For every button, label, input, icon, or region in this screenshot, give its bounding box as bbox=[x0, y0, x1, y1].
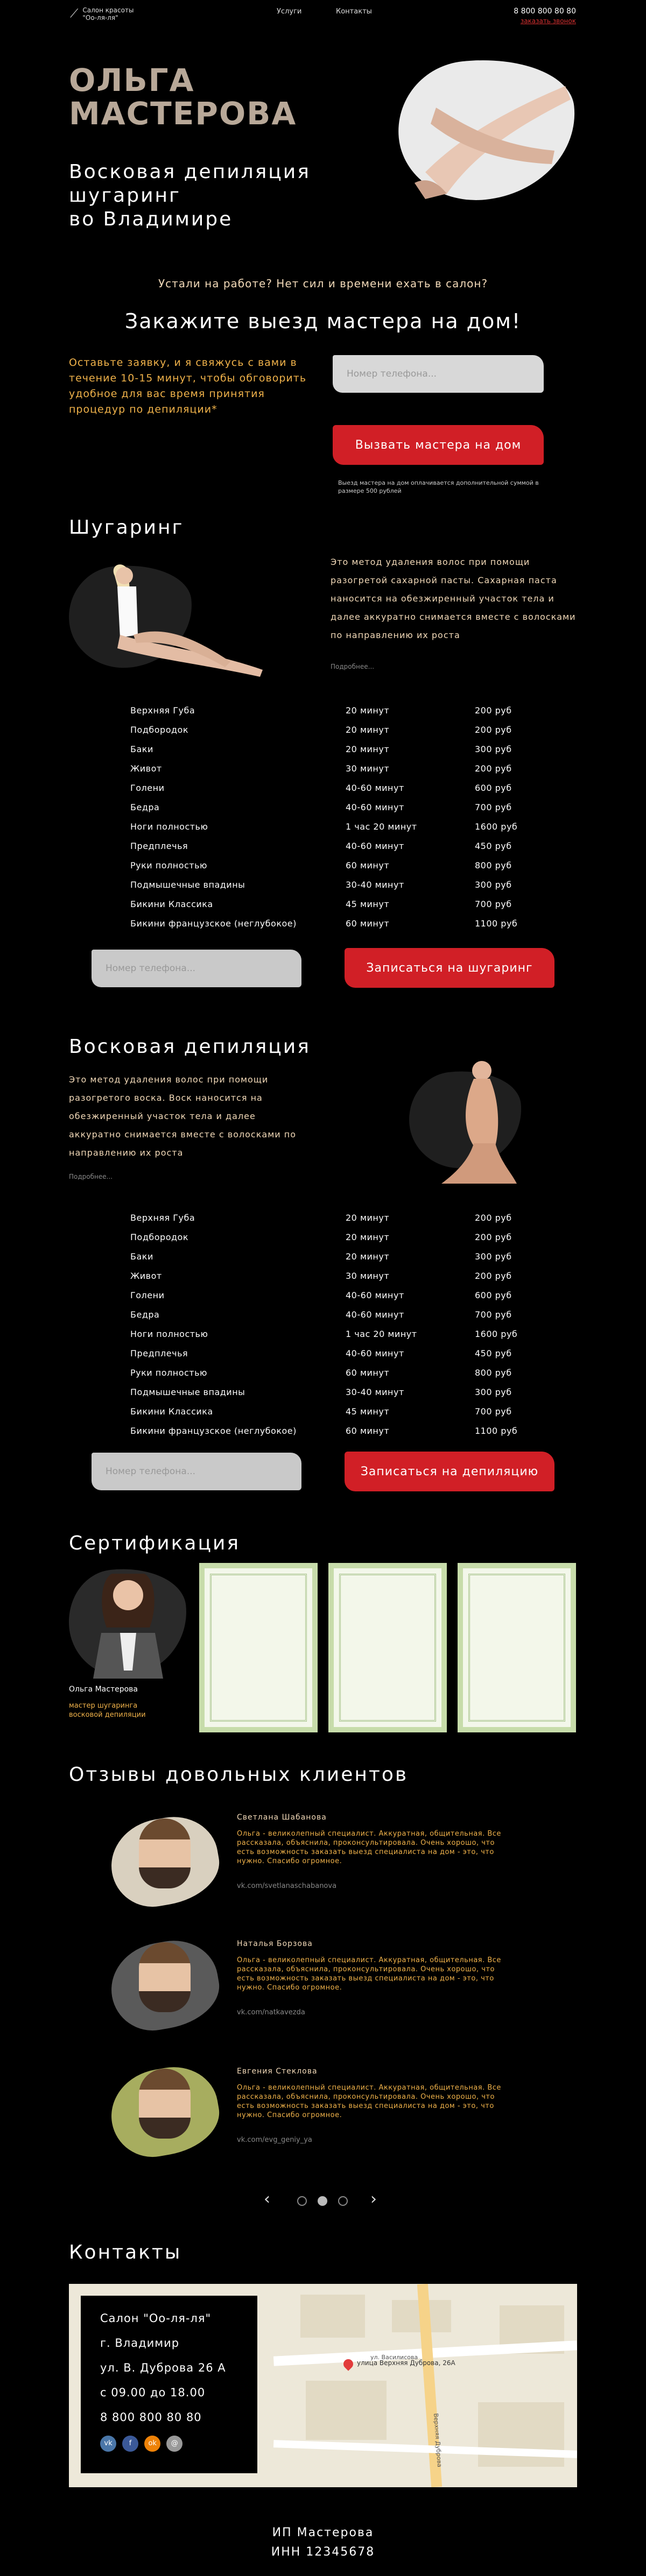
service-duration: 30 минут bbox=[346, 763, 390, 774]
service-name: Подбородок bbox=[130, 1232, 188, 1242]
service-price: 200 руб bbox=[475, 705, 512, 716]
service-name: Баки bbox=[130, 1251, 153, 1262]
logo[interactable] bbox=[70, 6, 134, 22]
hero-name-line1: ОЛЬГА bbox=[69, 62, 195, 98]
service-name: Бедра bbox=[130, 1309, 160, 1320]
service-name: Голени bbox=[130, 1290, 165, 1300]
service-name: Предплечья bbox=[130, 840, 188, 851]
service-duration: 1 час 20 минут bbox=[346, 1328, 417, 1339]
review-2-photo bbox=[111, 1931, 219, 2034]
price-row bbox=[130, 817, 539, 836]
wax-title: Восковая депиляция bbox=[69, 1036, 311, 1058]
service-duration: 60 минут bbox=[346, 860, 390, 871]
service-name: Руки полностью bbox=[130, 860, 208, 871]
service-name: Подмышечные впадины bbox=[130, 879, 245, 890]
review-1-name: Светлана Шабанова bbox=[237, 1813, 327, 1822]
service-price: 700 руб bbox=[475, 1406, 512, 1417]
price-row bbox=[130, 759, 539, 778]
service-price: 700 руб bbox=[475, 802, 512, 812]
service-duration: 40-60 минут bbox=[346, 1348, 404, 1358]
service-duration: 60 минут bbox=[346, 1425, 390, 1436]
service-price: 200 руб bbox=[475, 763, 512, 774]
hero-subtitle bbox=[69, 160, 311, 231]
intro-text: Оставьте заявку, и я свяжусь с вами в течение 10-15 минут, чтобы обговорить удобное для вас время принятия процедур по депиляции* bbox=[69, 357, 307, 415]
price-row bbox=[130, 1382, 539, 1402]
sugaring-title: Шугаринг bbox=[69, 516, 184, 539]
review-2-text: Ольга - великолепный специалист. Аккуратная, общительная. Все рассказала, объяснила, проконсультировала. Очень хорошо, что есть возможность заказать выезд специалиста на дом - это, что нужно. Спасибо огромное. bbox=[237, 1956, 501, 1992]
service-name: Подмышечные впадины bbox=[130, 1386, 245, 1397]
service-price: 300 руб bbox=[475, 879, 512, 890]
price-row bbox=[130, 778, 539, 797]
slider-dot-1[interactable] bbox=[297, 2196, 307, 2206]
logo-line1: Салон красоты bbox=[82, 6, 134, 14]
service-price: 300 руб bbox=[475, 744, 512, 754]
review-3-link[interactable]: vk.com/evg_geniy_ya bbox=[237, 2136, 312, 2144]
service-price: 450 руб bbox=[475, 1348, 512, 1358]
intro-note: Выезд мастера на дом оплачивается дополнительной суммой в размере 500 рублей bbox=[338, 479, 539, 494]
service-name: Подбородок bbox=[130, 724, 188, 735]
certificate-2[interactable] bbox=[328, 1563, 447, 1732]
service-name: Ноги полностью bbox=[130, 1328, 208, 1339]
price-row bbox=[130, 1402, 539, 1421]
logo-line2: "Оо-ля-ля" bbox=[82, 14, 118, 22]
review-2-avatar bbox=[139, 1942, 191, 2012]
hero-legs-image bbox=[393, 48, 576, 210]
service-duration: 20 минут bbox=[346, 1212, 390, 1223]
service-price: 1100 руб bbox=[475, 918, 518, 929]
facebook-icon[interactable]: f bbox=[122, 2436, 138, 2452]
price-row bbox=[130, 1305, 539, 1324]
wax-more-link[interactable]: Подробнее... bbox=[69, 1173, 113, 1180]
hero-name bbox=[69, 63, 297, 130]
sugaring-more-link[interactable]: Подробнее... bbox=[331, 663, 375, 670]
review-1-photo bbox=[111, 1808, 219, 1910]
service-price: 800 руб bbox=[475, 1367, 512, 1378]
service-price: 450 руб bbox=[475, 840, 512, 851]
price-row bbox=[130, 836, 539, 855]
service-price: 1600 руб bbox=[475, 1328, 518, 1339]
service-duration: 40-60 минут bbox=[346, 802, 404, 812]
wax-image bbox=[409, 1055, 549, 1194]
service-name: Живот bbox=[130, 1270, 162, 1281]
map-street-1: ул. Василисова bbox=[370, 2354, 418, 2361]
wax-signup-button[interactable]: Записаться на депиляцию bbox=[345, 1452, 554, 1491]
service-name: Бикини французское (неглубокое) bbox=[130, 918, 297, 929]
service-price: 800 руб bbox=[475, 860, 512, 871]
order-call-link[interactable]: заказать звонок bbox=[520, 17, 576, 25]
service-price: 700 руб bbox=[475, 898, 512, 909]
price-row bbox=[130, 1285, 539, 1305]
price-row bbox=[130, 1343, 539, 1363]
service-duration: 60 минут bbox=[346, 1367, 390, 1378]
service-duration: 30-40 минут bbox=[346, 1386, 404, 1397]
price-row bbox=[130, 1247, 539, 1266]
price-row bbox=[130, 1421, 539, 1440]
hero-sub-line1: Восковая депиляция bbox=[69, 161, 311, 183]
review-2-link[interactable]: vk.com/natkavezda bbox=[237, 2008, 305, 2016]
service-price: 200 руб bbox=[475, 1212, 512, 1223]
price-row bbox=[130, 739, 539, 759]
social-links bbox=[100, 2436, 238, 2452]
master-name: Ольга Мастерова bbox=[69, 1685, 138, 1694]
service-duration: 30-40 минут bbox=[346, 879, 404, 890]
intro-question: Устали на работе? Нет сил и времени ехать в салон? bbox=[158, 277, 488, 290]
price-row bbox=[130, 720, 539, 739]
service-duration: 45 минут bbox=[346, 1406, 390, 1417]
service-price: 300 руб bbox=[475, 1251, 512, 1262]
service-duration: 40-60 минут bbox=[346, 840, 404, 851]
reviews-title: Отзывы довольных клиентов bbox=[69, 1764, 409, 1786]
price-row bbox=[130, 914, 539, 933]
hero-sub-line3: во Владимире bbox=[69, 208, 233, 230]
contact-box bbox=[81, 2296, 257, 2473]
review-1-text: Ольга - великолепный специалист. Аккуратная, общительная. Все рассказала, объяснила, проконсультировала. Очень хорошо, что есть возможность заказать выезд специалиста на дом - это, что нужно. Спасибо огромное. bbox=[237, 1830, 501, 1865]
service-price: 600 руб bbox=[475, 1290, 512, 1300]
price-row bbox=[130, 1363, 539, 1382]
intro-phone-input[interactable]: Номер телефона... bbox=[333, 355, 544, 393]
service-price: 1100 руб bbox=[475, 1425, 518, 1436]
wax-phone-input[interactable]: Номер телефона... bbox=[92, 1453, 301, 1490]
review-1-avatar bbox=[139, 1818, 191, 1888]
review-3-avatar bbox=[139, 2069, 191, 2139]
nav-contacts[interactable]: Контакты bbox=[336, 8, 372, 16]
call-master-button[interactable]: Вызвать мастера на дом bbox=[333, 425, 544, 465]
slider-dot-3[interactable] bbox=[338, 2196, 348, 2206]
master-role-line2: восковой депиляции bbox=[69, 1711, 146, 1719]
nav-services[interactable]: Услуги bbox=[277, 8, 302, 16]
odnoklassniki-icon[interactable]: ok bbox=[144, 2436, 160, 2452]
map-street-2: Верхняя Дуброва bbox=[432, 2413, 444, 2468]
master-photo bbox=[69, 1563, 187, 1681]
service-price: 200 руб bbox=[475, 724, 512, 735]
intro-headline: Закажите выезд мастера на дом! bbox=[124, 309, 522, 333]
service-duration: 1 час 20 минут bbox=[346, 821, 417, 832]
service-name: Верхняя Губа bbox=[130, 705, 195, 716]
service-price: 200 руб bbox=[475, 1232, 512, 1242]
review-3-photo bbox=[111, 2058, 219, 2160]
service-name: Верхняя Губа bbox=[130, 1212, 195, 1223]
map[interactable] bbox=[69, 2284, 577, 2487]
service-duration: 60 минут bbox=[346, 918, 390, 929]
service-name: Бедра bbox=[130, 802, 160, 812]
service-name: Баки bbox=[130, 744, 153, 754]
hero-sub-line2: шугаринг bbox=[69, 185, 181, 207]
sugaring-description: Это метод удаления волос при помощи разогретой сахарной пасты. Сахарная паста наносится на обезжиренный участок тела и далее аккуратно снимается вместе с волосками по направлению их роста bbox=[331, 557, 576, 640]
header-contacts bbox=[514, 6, 576, 26]
service-duration: 20 минут bbox=[346, 705, 390, 716]
service-duration: 20 минут bbox=[346, 1232, 390, 1242]
review-3-text: Ольга - великолепный специалист. Аккуратная, общительная. Все рассказала, объяснила, проконсультировала. Очень хорошо, что есть возможность заказать выезд специалиста на дом - это, что нужно. Спасибо огромное. bbox=[237, 2084, 501, 2119]
service-duration: 45 минут bbox=[346, 898, 390, 909]
contact-phone[interactable]: 8 800 800 80 80 bbox=[100, 2411, 202, 2424]
review-2-name: Наталья Борзова bbox=[237, 1940, 313, 1948]
contact-address: ул. В. Дуброва 26 А bbox=[100, 2361, 226, 2374]
contact-hours: с 09.00 до 18.00 bbox=[100, 2386, 206, 2399]
logo-mark-icon: ⟋ bbox=[70, 7, 79, 20]
contacts-title: Контакты bbox=[69, 2241, 182, 2263]
vk-icon[interactable]: vk bbox=[100, 2436, 116, 2452]
master-role-line1: мастер шугаринга bbox=[69, 1702, 138, 1710]
slider-dot-2[interactable] bbox=[318, 2196, 327, 2206]
footer bbox=[0, 2523, 646, 2562]
price-row bbox=[130, 797, 539, 817]
sugaring-phone-input[interactable]: Номер телефона... bbox=[92, 950, 301, 987]
price-row bbox=[130, 1324, 539, 1343]
service-name: Голени bbox=[130, 782, 165, 793]
service-name: Живот bbox=[130, 763, 162, 774]
price-row bbox=[130, 700, 539, 720]
price-row bbox=[130, 855, 539, 875]
email-icon[interactable]: @ bbox=[166, 2436, 182, 2452]
slider-next-icon[interactable]: › bbox=[370, 2190, 377, 2209]
price-row bbox=[130, 894, 539, 914]
slider-prev-icon[interactable]: ‹ bbox=[264, 2190, 270, 2209]
footer-inn: ИНН 12345678 bbox=[271, 2545, 375, 2559]
service-price: 1600 руб bbox=[475, 821, 518, 832]
service-duration: 20 минут bbox=[346, 724, 390, 735]
header-phone[interactable]: 8 800 800 80 80 bbox=[514, 7, 576, 16]
certificate-3[interactable] bbox=[458, 1563, 576, 1732]
service-duration: 20 минут bbox=[346, 744, 390, 754]
review-3-name: Евгения Стеклова bbox=[237, 2067, 318, 2076]
service-price: 300 руб bbox=[475, 1386, 512, 1397]
service-price: 600 руб bbox=[475, 782, 512, 793]
contact-salon: Салон "Оо-ля-ля" bbox=[100, 2312, 212, 2325]
service-price: 700 руб bbox=[475, 1309, 512, 1320]
cert-title: Сертификация bbox=[69, 1532, 241, 1554]
service-duration: 40-60 минут bbox=[346, 1309, 404, 1320]
service-name: Предплечья bbox=[130, 1348, 188, 1358]
price-row bbox=[130, 1227, 539, 1247]
contact-city: г. Владимир bbox=[100, 2337, 180, 2349]
price-row bbox=[130, 1266, 539, 1285]
service-duration: 20 минут bbox=[346, 1251, 390, 1262]
price-row bbox=[130, 875, 539, 894]
service-price: 200 руб bbox=[475, 1270, 512, 1281]
service-name: Бикини французское (неглубокое) bbox=[130, 1425, 297, 1436]
footer-company: ИП Мастерова bbox=[272, 2526, 374, 2539]
service-name: Ноги полностью bbox=[130, 821, 208, 832]
service-name: Бикини Классика bbox=[130, 898, 213, 909]
certificate-1[interactable] bbox=[199, 1563, 318, 1732]
master-role bbox=[69, 1701, 146, 1719]
service-name: Бикини Классика bbox=[130, 1406, 213, 1417]
price-row bbox=[130, 1208, 539, 1227]
service-name: Руки полностью bbox=[130, 1367, 208, 1378]
service-duration: 40-60 минут bbox=[346, 782, 404, 793]
hero-name-line2: МАСТЕРОВА bbox=[69, 95, 297, 132]
map-pin-label: улица Верхняя Дуброва, 26А bbox=[357, 2359, 455, 2367]
wax-description: Это метод удаления волос при помощи разогретого воска. Воск наносится на обезжиренный участок тела и далее аккуратно снимается вместе с волосками по направлению их роста bbox=[69, 1074, 296, 1158]
sugaring-signup-button[interactable]: Записаться на шугаринг bbox=[345, 948, 554, 988]
review-1-link[interactable]: vk.com/svetlanaschabanova bbox=[237, 1882, 337, 1890]
service-duration: 30 минут bbox=[346, 1270, 390, 1281]
service-duration: 40-60 минут bbox=[346, 1290, 404, 1300]
sugaring-price-table bbox=[130, 700, 539, 933]
wax-price-table bbox=[130, 1208, 539, 1440]
sugaring-image bbox=[69, 554, 273, 683]
